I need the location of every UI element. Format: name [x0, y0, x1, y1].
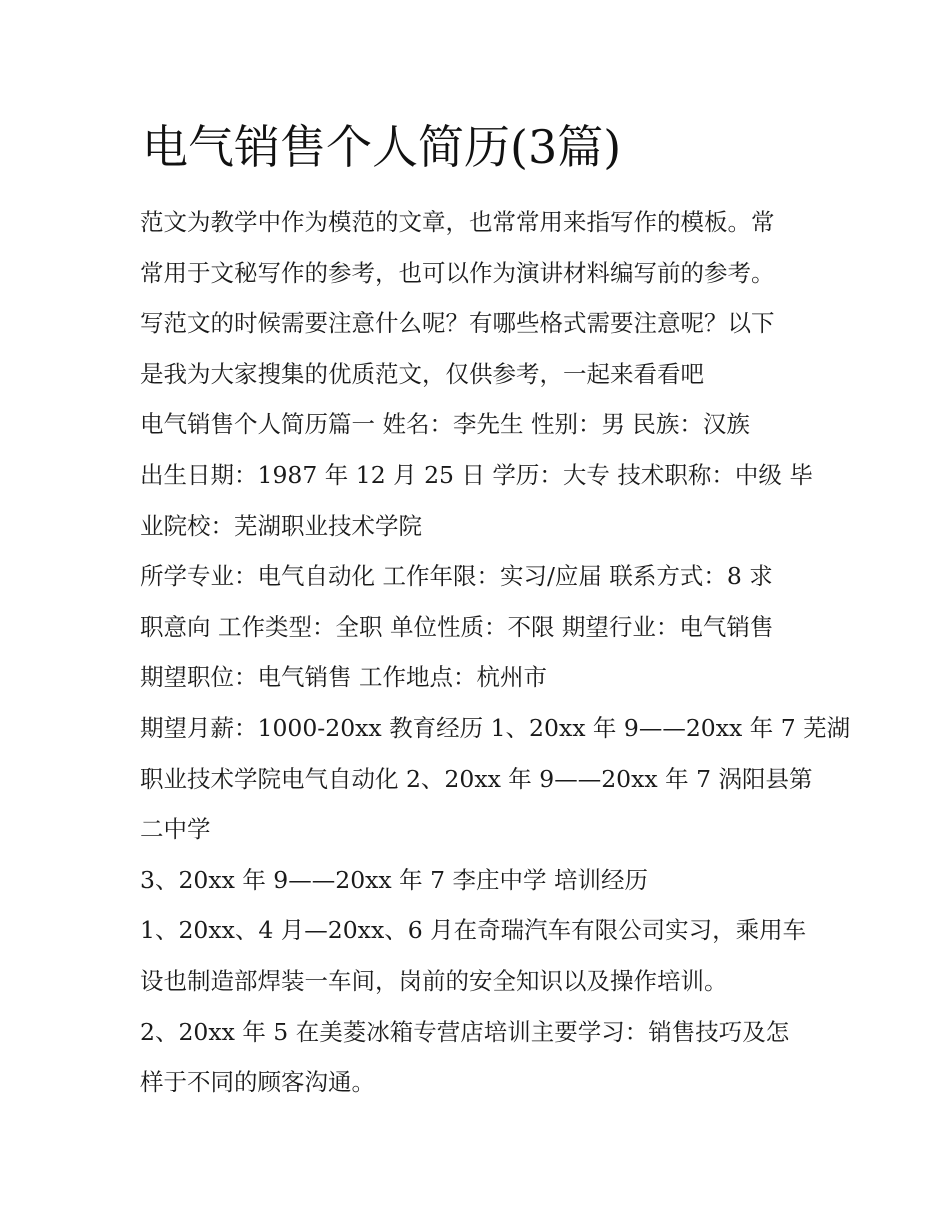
text-line: 3、20xx 年 9——20xx 年 7 李庄中学 培训经历 [140, 865, 648, 894]
text-line: 职业技术学院电气自动化 2、20xx 年 9——20xx 年 7 涡阳县第 [140, 764, 813, 793]
text-line: 常用于文秘写作的参考，也可以作为演讲材料编写前的参考。 [140, 258, 775, 287]
text-line: 电气销售个人简历篇一 姓名：李先生 性别：男 民族：汉族 [140, 410, 750, 439]
document-body [140, 197, 851, 1108]
text-line: 出生日期：1987 年 12 月 25 日 学历：大专 技术职称：中级 毕 [140, 460, 813, 489]
intro-paragraph [140, 197, 820, 399]
resume-training-header [140, 855, 820, 906]
document-title: 电气销售个人简历(3篇) [142, 120, 622, 174]
text-line: 职意向 工作类型：全职 单位性质：不限 期望行业：电气销售 [140, 612, 774, 641]
text-line: 期望职位：电气销售 工作地点：杭州市 [140, 663, 547, 692]
text-line: 期望月薪：1000-20xx 教育经历 1、20xx 年 9——20xx 年 7 芜湖 [140, 713, 851, 742]
resume-training-item-2 [140, 1007, 820, 1108]
text-line: 业院校：芜湖职业技术学院 [140, 511, 422, 540]
text-line: 2、20xx 年 5 在美菱冰箱专营店培训主要学习：销售技巧及怎 [140, 1017, 790, 1046]
text-line: 设也制造部焊装一车间，岗前的安全知识以及操作培训。 [140, 966, 728, 995]
text-line: 所学专业：电气自动化 工作年限：实习/应届 联系方式：8 求 [140, 562, 773, 591]
text-line: 二中学 [140, 815, 211, 844]
text-line: 写范文的时候需要注意什么呢？有哪些格式需要注意呢？以下 [140, 309, 775, 338]
resume-basic-info [140, 399, 820, 551]
resume-training-item-1 [140, 905, 820, 1006]
resume-job-intent [140, 551, 820, 703]
text-line: 1、20xx、4 月—20xx、6 月在奇瑞汽车有限公司实习，乘用车 [140, 916, 807, 945]
text-line: 范文为教学中作为模范的文章，也常常用来指写作的模板。常 [140, 208, 775, 236]
resume-education [140, 703, 851, 855]
text-line: 样于不同的顾客沟通。 [140, 1068, 375, 1097]
text-line: 是我为大家搜集的优质范文，仅供参考，一起来看看吧 [140, 359, 704, 388]
